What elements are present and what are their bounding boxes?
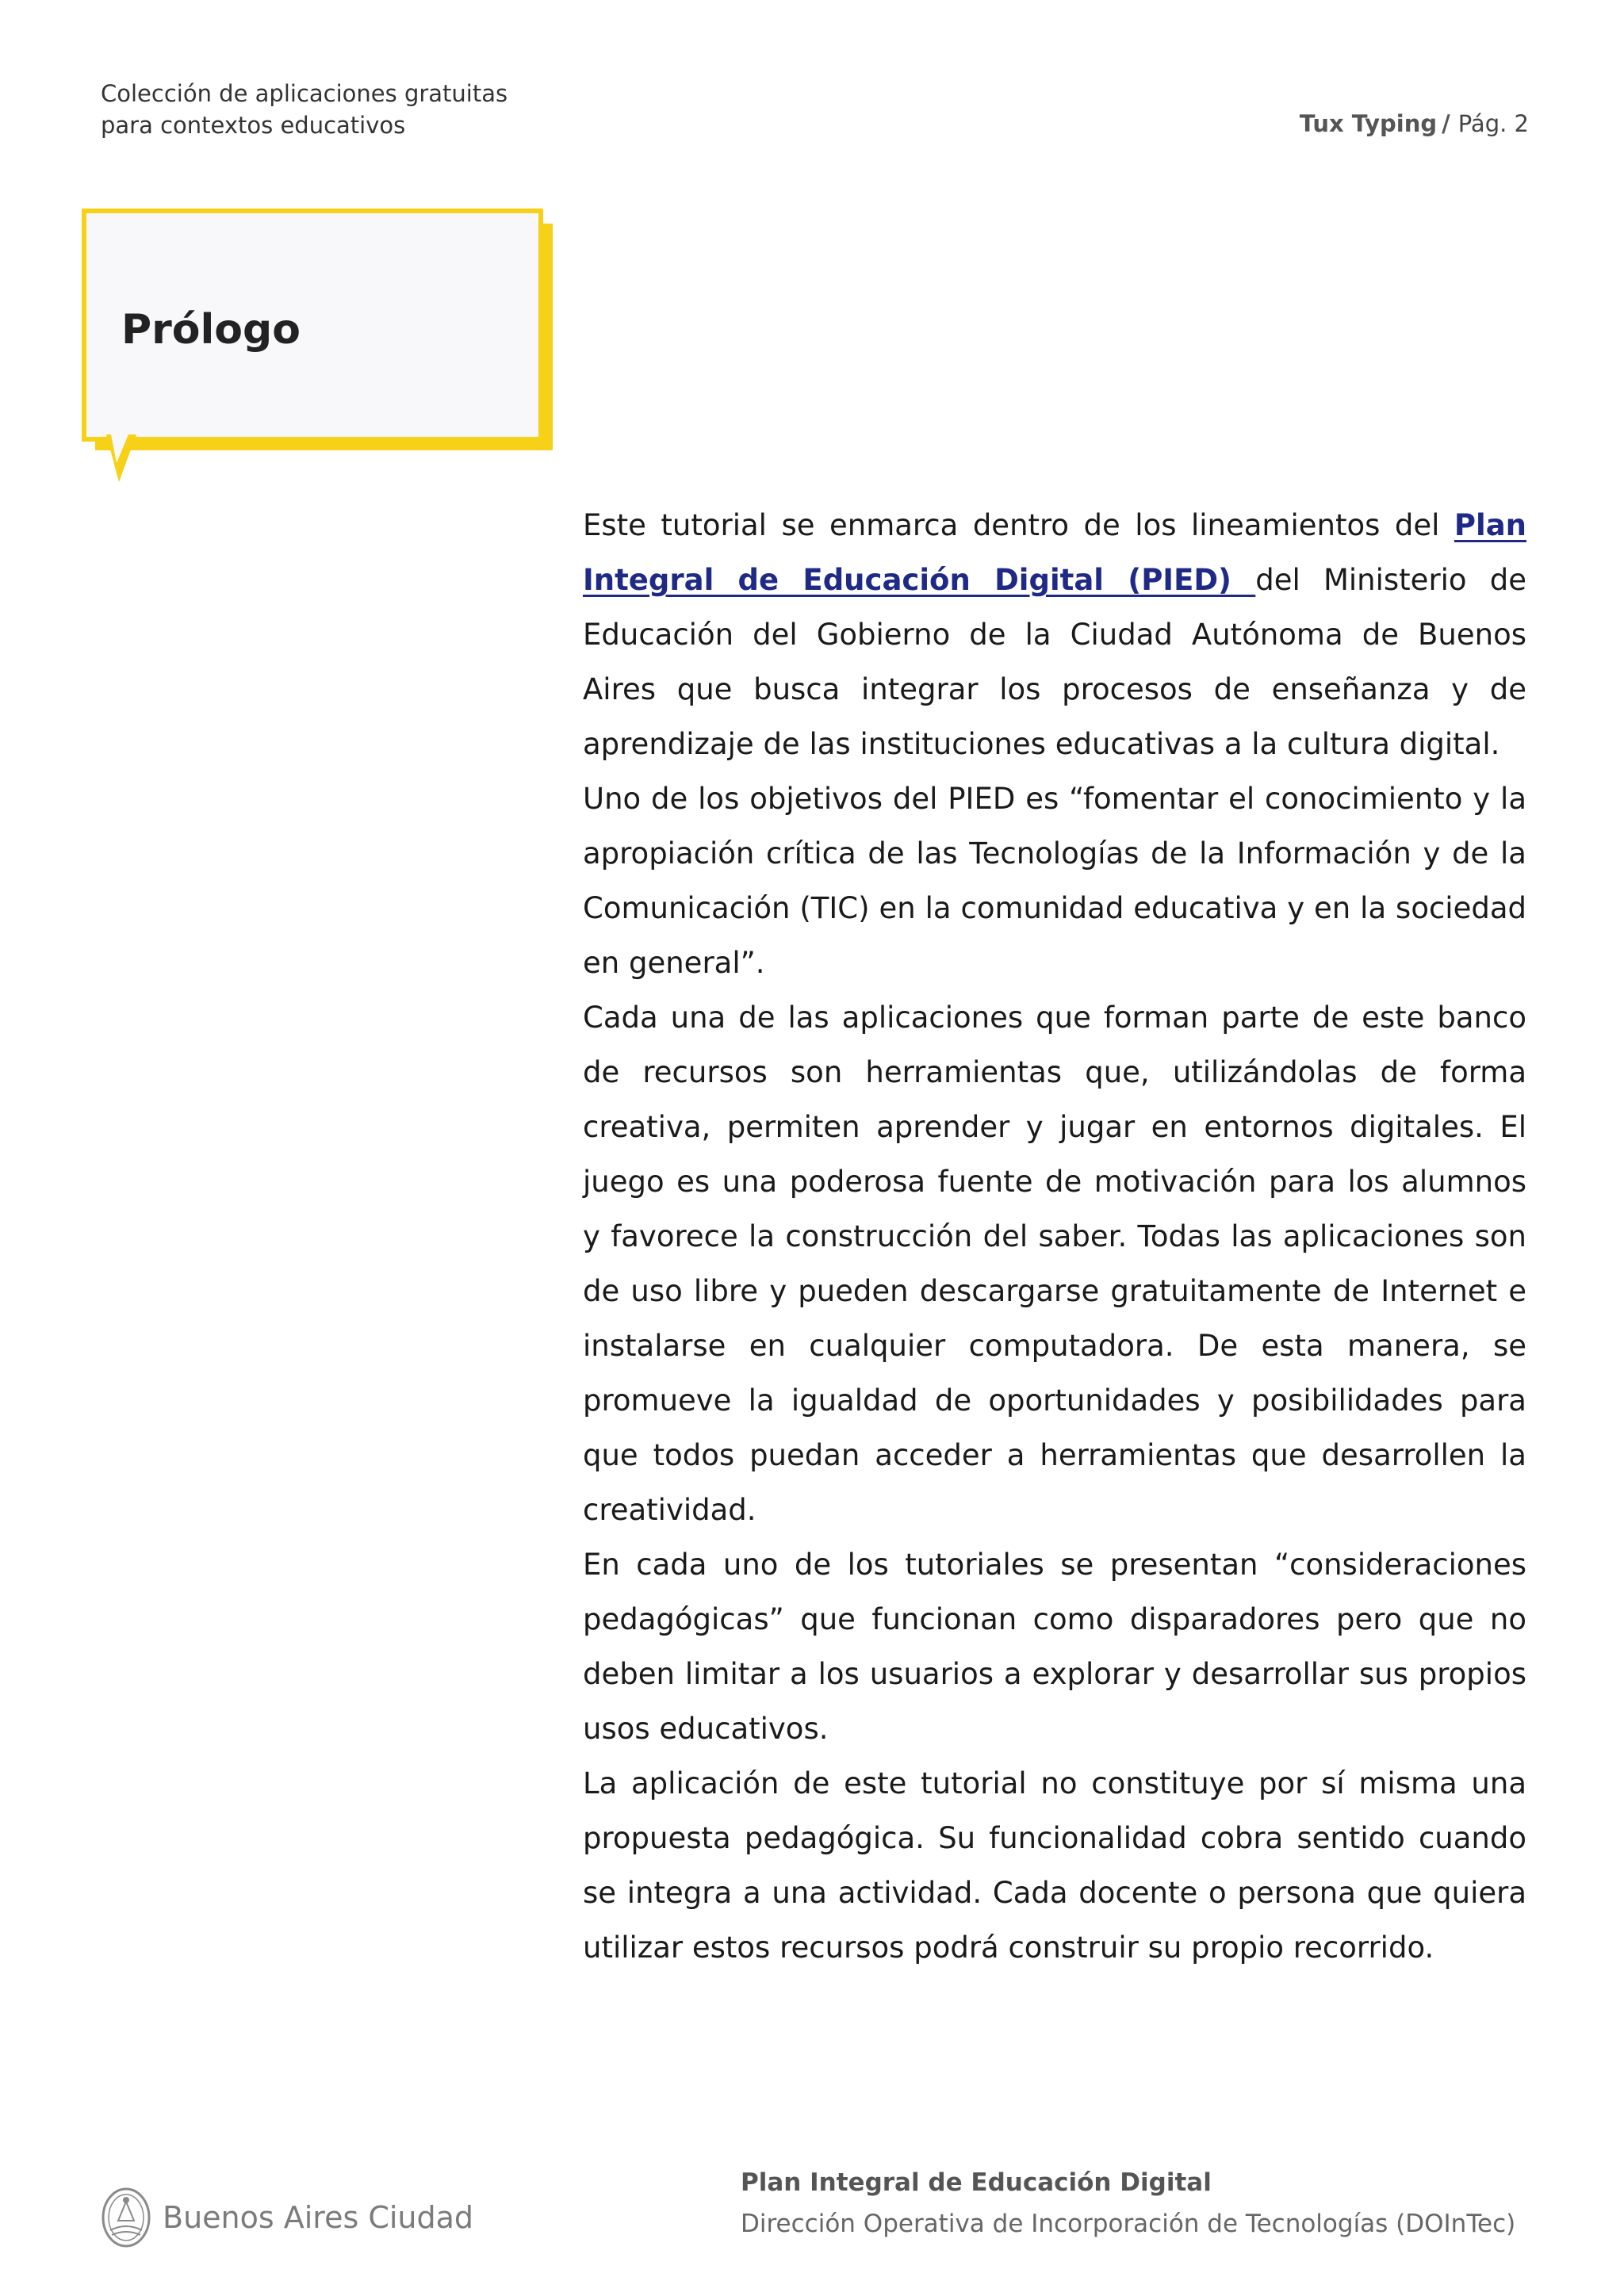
page-number: Pág. 2 <box>1457 110 1529 137</box>
pied-link[interactable]: Plan Integral de Educación Digital (PIED) <box>583 508 1526 597</box>
buenos-aires-logo <box>101 2186 473 2249</box>
paragraph-4: En cada uno de los tutoriales se presentan “consideraciones pedagógicas” que funcionan como disparadores pero que no deben limitar a los usuarios a explorar y desarrollar sus propios usos educativos. <box>583 1548 1526 1746</box>
app-name: Tux Typing <box>1299 110 1438 137</box>
paragraph-1-rest: del Ministerio de Educación del Gobierno de la Ciudad Autónoma de Buenos Aires que busca integrar los procesos de enseñanza y de aprendizaje de las instituciones educativas a la cultura digital. <box>583 563 1526 761</box>
paragraph-5: La aplicación de este tutorial no constituye por sí misma una propuesta pedagógica. Su funcionalidad cobra sentido cuando se integra a una actividad. Cada docente o persona que quiera utilizar estos recursos podrá construir su propio recorrido. <box>583 1766 1526 1965</box>
speech-bubble-tail-icon <box>102 434 141 484</box>
collection-line-1: Colección de aplicaciones gratuitas <box>101 80 508 107</box>
paragraph-2: Uno de los objetivos del PIED es “fomentar el conocimiento y la apropiación crítica de las Tecnologías de la Información y de la Comunicación (TIC) en la comunidad educativa y en la sociedad en general”. <box>583 782 1526 980</box>
section-title: Prólogo <box>121 306 301 354</box>
footer-credits <box>741 2162 1515 2244</box>
city-seal-icon <box>101 2186 151 2249</box>
header-separator: / <box>1442 110 1450 137</box>
footer-plan-name: Plan Integral de Educación Digital <box>741 2168 1212 2197</box>
footer-direction: Dirección Operativa de Incorporación de Tecnologías (DOInTec) <box>741 2210 1516 2238</box>
paragraph-1-intro: Este tutorial se enmarca dentro de los lineamientos del <box>583 508 1454 542</box>
logo-text: Buenos Aires Ciudad <box>163 2200 474 2235</box>
prologue-body <box>583 498 1526 1975</box>
page-header-info <box>1300 108 1529 140</box>
paragraph-1 <box>583 498 1526 771</box>
paragraph-3: Cada una de las aplicaciones que forman parte de este banco de recursos son herramientas que, utilizándolas de forma creativa, permiten aprender y jugar en entornos digitales. El juego es una poderosa fuente de motivación para los alumnos y favorece la construcción del saber. Todas las aplicaciones son de uso libre y pueden descargarse gratuitamente de Internet e instalarse en cualquier computadora. De esta manera, se promueve la igualdad de oportunidades y posibilidades para que todos puedan acceder a herramientas que desarrollen la creatividad. <box>583 1001 1526 1527</box>
collection-line-2: para contextos educativos <box>101 112 406 139</box>
collection-title <box>101 78 508 141</box>
